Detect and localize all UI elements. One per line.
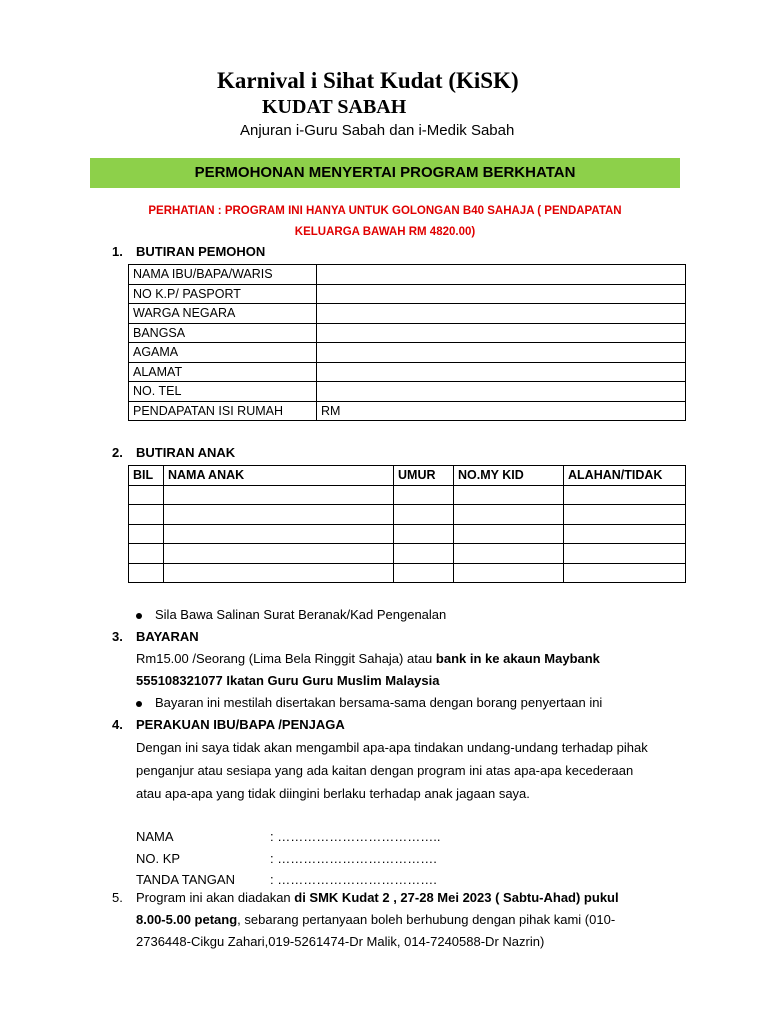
sig-label-ic: NO. KP [136,850,181,866]
field-label: BANGSA [129,323,317,343]
table-cell[interactable] [564,505,686,525]
table-cell[interactable] [454,524,564,544]
table-row [129,544,686,564]
event-info [136,887,666,953]
field-label: AGAMA [129,343,317,363]
contact-numbers: 2736448-Cikgu Zahari,019-5261474-Dr Malik, 014-7240588-Dr Nazrin) [136,934,545,949]
bank-account: 555108321077 Ikatan Guru Guru Muslim Malaysia [136,673,440,688]
table-cell[interactable] [394,524,454,544]
ic-passport-field[interactable] [317,284,686,304]
table-row [129,524,686,544]
column-header-name: NAMA ANAK [164,466,394,486]
table-row [129,401,686,421]
table-cell[interactable] [129,563,164,583]
document-note [136,607,446,622]
table-cell[interactable] [394,485,454,505]
table-cell[interactable] [454,485,564,505]
table-cell[interactable] [164,544,394,564]
declaration-line: penganjur atau sesiapa yang ada kaitan dengan program ini atas apa-apa kecederaan [136,763,634,778]
bank-instruction: bank in ke akaun Maybank [435,651,600,666]
sig-label-signature: TANDA TANGAN [136,872,235,887]
table-cell[interactable] [129,524,164,544]
notice-line-2: KELUARGA BAWAH RM 4820.00) [294,226,476,238]
payment-details [136,648,600,692]
field-label: ALAMAT [129,362,317,382]
event-location: KUDAT SABAH [262,96,407,118]
event-info-intro: Program ini akan diadakan [136,890,295,905]
table-cell[interactable] [164,563,394,583]
bullet-icon [136,701,142,707]
household-income-field[interactable]: RM [317,401,686,421]
section1-number: 1. [112,244,123,259]
column-header-age: UMUR [394,466,454,486]
table-cell[interactable] [129,544,164,564]
form-title: PERMOHONAN MENYERTAI PROGRAM BERKHATAN [194,164,576,181]
table-cell[interactable] [394,544,454,564]
column-header-allergy: ALAHAN/TIDAK [564,466,686,486]
event-title: Karnival i Sihat Kudat (KiSK) [217,68,519,93]
declaration-text [136,736,648,805]
religion-field[interactable] [317,343,686,363]
form-title-banner [90,158,680,188]
field-label: NAMA IBU/BAPA/WARIS [129,265,317,285]
table-cell[interactable] [394,505,454,525]
table-row [129,304,686,324]
table-row [129,323,686,343]
section3-number: 3. [112,629,123,644]
table-row [129,485,686,505]
section2-title: BUTIRAN ANAK [136,445,236,460]
applicant-name-field[interactable] [317,265,686,285]
section2-number: 2. [112,445,123,460]
table-cell[interactable] [394,563,454,583]
table-row [129,362,686,382]
payment-note-text: Bayaran ini mestilah disertakan bersama-sama dengan borang penyertaan ini [155,695,603,710]
applicant-table [128,264,686,421]
address-field[interactable] [317,362,686,382]
table-cell[interactable] [164,485,394,505]
table-cell[interactable] [454,505,564,525]
phone-field[interactable] [317,382,686,402]
section3-title: BAYARAN [136,629,199,644]
column-header-bil: BIL [129,466,164,486]
table-cell[interactable] [454,563,564,583]
table-row [129,343,686,363]
signature-block [136,826,536,891]
field-label: PENDAPATAN ISI RUMAH [129,401,317,421]
sig-name-field[interactable]: : ……………………………….. [270,829,441,844]
nationality-field[interactable] [317,304,686,324]
table-row [129,265,686,285]
race-field[interactable] [317,323,686,343]
notice-line-1: PERHATIAN : PROGRAM INI HANYA UNTUK GOLONGAN B40 SAHAJA ( PENDAPATAN [148,205,622,217]
table-cell[interactable] [129,485,164,505]
field-label: NO K.P/ PASPORT [129,284,317,304]
table-cell[interactable] [564,544,686,564]
declaration-line: Dengan ini saya tidak akan mengambil apa-apa tindakan undang-undang terhadap pihak [136,740,648,755]
sig-signature-field[interactable]: : ………………………………. [270,872,437,887]
table-cell[interactable] [129,505,164,525]
table-cell[interactable] [164,524,394,544]
table-cell[interactable] [564,563,686,583]
table-row [129,284,686,304]
document-note-text: Sila Bawa Salinan Surat Beranak/Kad Pengenalan [155,607,447,622]
event-venue-date: di SMK Kudat 2 , 27-28 Mei 2023 ( Sabtu-Ahad) pukul [294,890,619,905]
column-header-mykid: NO.MY KID [454,466,564,486]
payment-note [136,695,602,710]
table-row [129,563,686,583]
field-label: WARGA NEGARA [129,304,317,324]
table-row [129,382,686,402]
field-label: NO. TEL [129,382,317,402]
section4-number: 4. [112,717,123,732]
section1-title: BUTIRAN PEMOHON [136,244,266,259]
organizer-line: Anjuran i-Guru Sabah dan i-Medik Sabah [240,122,515,139]
table-cell[interactable] [454,544,564,564]
table-header-row [129,466,686,486]
section4-title: PERAKUAN IBU/BAPA /PENJAGA [136,717,345,732]
eligibility-notice [100,201,670,243]
children-table [128,465,686,583]
payment-amount: Rm15.00 /Seorang (Lima Bela Ringgit Sahaja) atau [136,651,436,666]
sig-label-name: NAMA [136,829,174,844]
bullet-icon [136,613,142,619]
table-cell[interactable] [564,485,686,505]
section5-number: 5. [112,890,123,905]
declaration-line: atau apa-apa yang tidak diingini berlaku terhadap anak jagaan saya. [136,786,530,801]
table-cell[interactable] [164,505,394,525]
contact-intro: , sebarang pertanyaan boleh berhubung dengan pihak kami (010- [237,912,616,927]
event-time: 8.00-5.00 petang [136,912,238,927]
sig-ic-field[interactable]: : ………………………………. [270,850,437,866]
table-row [129,505,686,525]
table-cell[interactable] [564,524,686,544]
